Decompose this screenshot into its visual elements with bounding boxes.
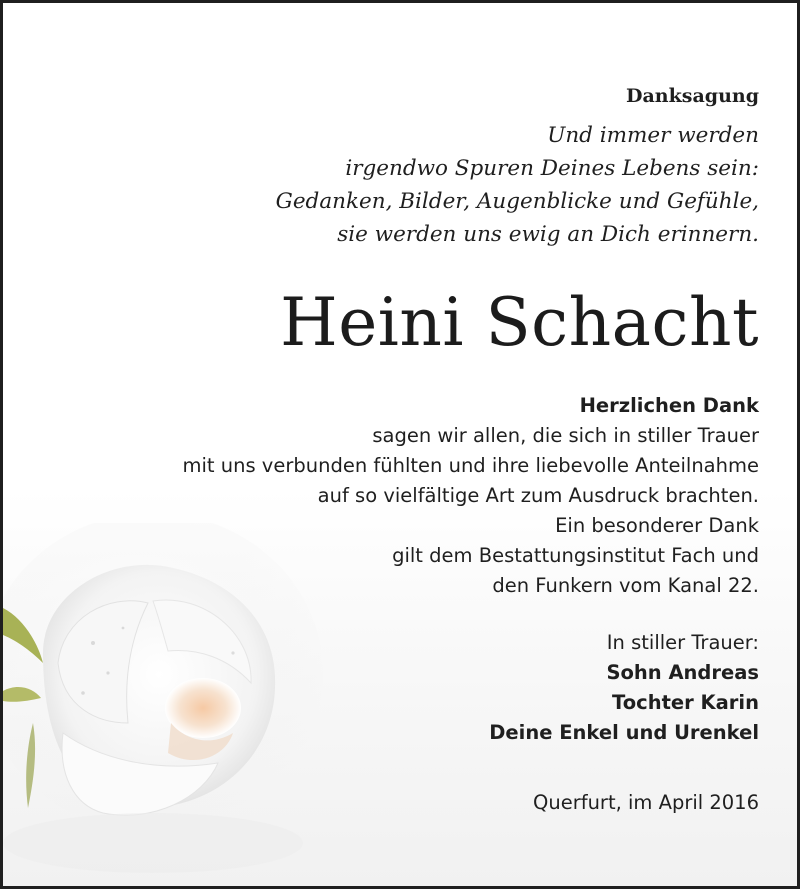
signer-name: Tochter Karin xyxy=(612,691,759,714)
signer-name: Deine Enkel und Urenkel xyxy=(489,721,759,744)
thanks-block xyxy=(182,391,759,601)
memorial-poem xyxy=(276,119,759,251)
notice-heading: Danksagung xyxy=(626,85,759,107)
poem-line: Und immer werden xyxy=(547,123,759,148)
thanks-line: Ein besonderer Dank xyxy=(555,514,759,537)
thanks-line: gilt dem Bestattungsinstitut Fach und xyxy=(392,544,759,567)
deceased-name: Heini Schacht xyxy=(280,284,759,361)
thanks-line: auf so vielfältige Art zum Ausdruck brachten. xyxy=(317,484,759,507)
mourning-intro: In stiller Trauer: xyxy=(606,631,759,654)
mourners-block xyxy=(489,628,759,748)
thanks-heading: Herzlichen Dank xyxy=(579,394,759,417)
poem-line: sie werden uns ewig an Dich erinnern. xyxy=(337,222,759,247)
poem-line: Gedanken, Bilder, Augenblicke und Gefühle, xyxy=(275,189,759,214)
place-date: Querfurt, im April 2016 xyxy=(532,791,759,814)
thanks-line: sagen wir allen, die sich in stiller Trauer xyxy=(372,424,759,447)
thanks-line: den Funkern vom Kanal 22. xyxy=(492,574,759,597)
poem-line: irgendwo Spuren Deines Lebens sein: xyxy=(345,156,759,181)
thanks-line: mit uns verbunden fühlten und ihre liebevolle Anteilnahme xyxy=(182,454,759,477)
signer-name: Sohn Andreas xyxy=(606,661,759,684)
